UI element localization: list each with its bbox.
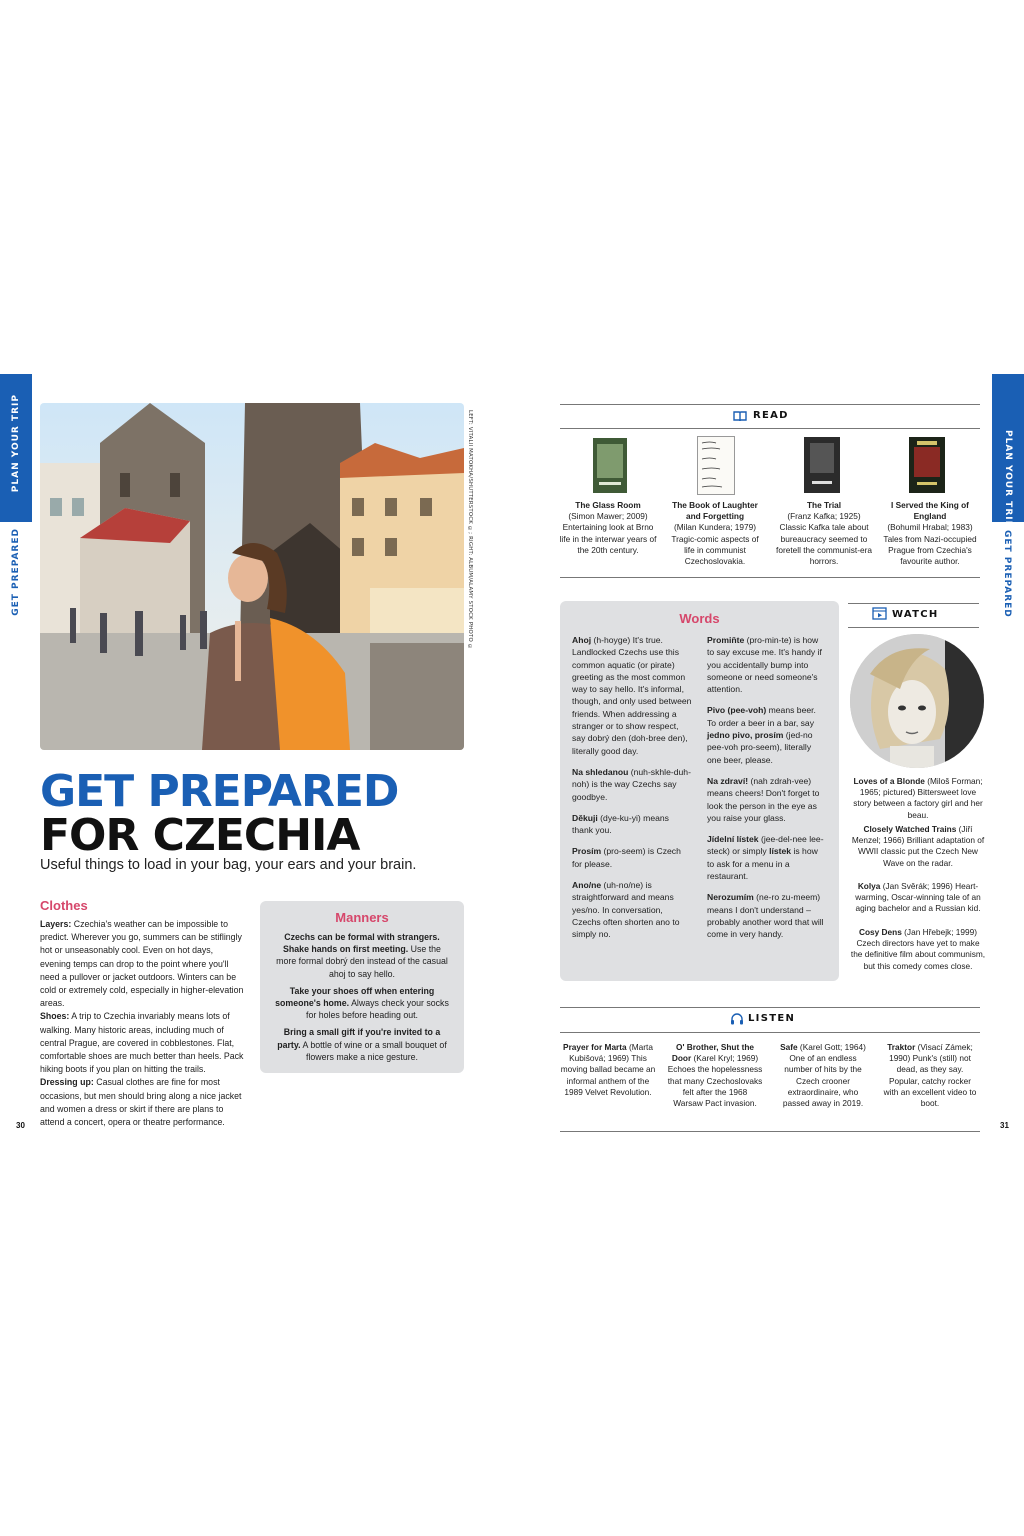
right-chapter-label: GET PREPARED	[1002, 530, 1012, 618]
watch-item: Cosy Dens (Jan Hřebejk; 1999) Czech directors have yet to make the definitive film about communism, but this comedy comes close.	[850, 927, 986, 971]
clothes-item-text: Casual clothes are fine for most occasions, but men should bring along a nice jacket and women a dress or skirt if there are plans to attend a concert, opera or theatre performance.	[40, 1077, 242, 1128]
book-cover	[909, 437, 945, 493]
listen-heading: LISTEN	[748, 1013, 796, 1024]
watch-top-rule	[848, 603, 979, 604]
clothes-heading: Clothes	[40, 898, 88, 913]
manners-item: Take your shoes off when entering someone's home. Always check your socks for holes before heading out.	[275, 985, 449, 1021]
book-cover	[697, 436, 735, 495]
song-item: Safe (Karel Gott; 1964) One of an endless number of hits by the Czech crooner extraordinaire, who passed away in 2019.	[780, 1042, 866, 1109]
book-cover	[804, 437, 840, 493]
page-subtitle: Useful things to load in your bag, your ears and your brain.	[40, 857, 417, 873]
clothes-item-label: Shoes:	[40, 1011, 70, 1022]
film-icon	[872, 607, 887, 620]
page-title-line1: GET PREPARED	[40, 766, 399, 817]
words-box	[560, 601, 839, 981]
clothes-item-label: Layers:	[40, 919, 72, 929]
page-title-line2: FOR CZECHIA	[40, 810, 360, 861]
song-item: O' Brother, Shut the Door (Karel Kryl; 1969) Echoes the hopelessness that many Czechoslovaks felt after the 1968 Warsaw Pact invasion.	[667, 1042, 763, 1109]
watch-item: Closely Watched Trains (Jiří Menzel; 1966) Brilliant adaptation of WWII classic put the Czech New Wave on the radar.	[851, 824, 985, 868]
read-heading-rule	[560, 428, 980, 429]
words-right-column	[707, 634, 827, 950]
photo-credit: LEFT: VITALII MATOKHA/SHUTTERSTOCK ©; RIGHT: ALBUM/ALAMY STOCK PHOTO ©	[467, 410, 473, 651]
phrase-item: Prosím (pro-seem) is Czech for please.	[572, 846, 681, 869]
book-item: The Trial (Franz Kafka; 1925) Classic Kafka tale about bureaucracy seemed to foretell the communist-era horrors.	[776, 500, 872, 567]
read-heading: READ	[753, 410, 789, 421]
book-item: I Served the King of England (Bohumil Hrabal; 1983) Tales from Nazi-occupied Prague from Czechia's favourite author.	[883, 500, 977, 567]
watch-item: Kolya (Jan Svěrák; 1996) Heart-warming, Oscar-winning tale of an aging bachelor and a Russian kid.	[855, 881, 981, 914]
film-still	[850, 634, 984, 768]
clothes-item-text: A trip to Czechia invariably means lots of walking. Many historic areas, including much of central Prague, are covered in cobblestones. Flat, comfortable shoes are much better than heels. Pack hiking boots if you plan on hitting the trails.	[40, 1011, 244, 1075]
manners-item: Czechs can be formal with strangers. Shake hands on first meeting. Use the more formal dobrý den instead of the casual ahoj to say hello.	[276, 932, 448, 979]
song-item: Prayer for Marta (Marta Kubišová; 1969) This moving ballad became an informal anthem of the 1989 Velvet Revolution.	[560, 1042, 656, 1097]
phrase-item: Nerozumím (ne-ro zu-meem) means I don't understand – probably another word that will come in very handy.	[707, 892, 824, 940]
listen-heading-rule	[560, 1032, 980, 1033]
watch-heading-rule	[848, 627, 979, 628]
right-tab-label: PLAN YOUR TRIP	[1003, 430, 1013, 529]
manners-heading: Manners	[335, 910, 389, 925]
words-left-column	[572, 634, 692, 950]
book-cover	[593, 438, 627, 493]
clothes-item-text: Czechia's weather can be impossible to predict. Wherever you go, summers can be stiflingly hot or unseasonably cool. Even on hot days, evening temps can drop to the point where you'll need a pullover or jacket outdoors. Winters can be cold or extremely cold, especially in higher-elevation areas.	[40, 919, 244, 1009]
phrase-item: Promiňte (pro-min-te) is how to say excuse me. It's handy if you accidentally bump into someone or need someone's attention.	[707, 635, 822, 695]
phrase-item: Na shledanou (nuh-skhle-duh-noh) is the way Czechs say goodbye.	[572, 766, 691, 802]
page-number-right: 31	[1000, 1121, 1009, 1130]
listen-top-rule	[560, 1007, 980, 1008]
phrase-item: Jídelní lístek (jee-del-nee lee-steck) or simply lístek is how to ask for a menu in a restaurant.	[707, 834, 824, 882]
read-bottom-rule	[560, 577, 980, 578]
phrase-item: Ahoj (h-hoyge) It's true. Landlocked Czechs use this common aquatic (or pirate) greeting as the most common way to say hello. It's informal, though, and only used between friends. When addressing a stranger or to show respect, say dobrý den (doh-bree den), literally good day.	[572, 635, 692, 756]
words-heading: Words	[679, 611, 720, 626]
clothes-text	[40, 918, 246, 1129]
listen-bottom-rule	[560, 1131, 980, 1132]
phrase-item: Pivo (pee-voh) means beer. To order a beer in a bar, say jedno pivo, prosím (jed-no pee-voh pro-seem), literally one beer, please.	[707, 705, 816, 765]
book-item: The Glass Room (Simon Mawer; 2009) Entertaining look at Brno life in the interwar years of the 20th century.	[559, 500, 657, 555]
read-top-rule	[560, 404, 980, 405]
left-tab-label: PLAN YOUR TRIP	[11, 394, 21, 493]
phrase-item: Děkuji (dye-ku-yi) means thank you.	[572, 812, 669, 836]
hero-photo	[40, 403, 464, 750]
song-item: Traktor (Visací Zámek; 1990) Punk's (still) not dead, as they say. Popular, catchy rocker with an excellent video to boot.	[883, 1042, 977, 1109]
book-icon	[733, 409, 747, 421]
right-section-tab	[992, 374, 1024, 529]
manners-text	[260, 925, 464, 1063]
phrase-item: Na zdraví! (nah zdrah-vee) means cheers! Don't forget to look the person in the eye as you raise your glass.	[707, 775, 820, 823]
book-item: The Book of Laughter and Forgetting (Milan Kundera; 1979) Tragic-comic aspects of life in communist Czechoslovakia.	[671, 500, 759, 567]
watch-item: Loves of a Blonde (Miloš Forman; 1965; pictured) Bittersweet love story between a factory girl and her beau.	[853, 776, 983, 820]
left-chapter-label: GET PREPARED	[11, 528, 21, 616]
headphones-icon	[730, 1012, 744, 1025]
clothes-item-label: Dressing up:	[40, 1077, 94, 1088]
left-section-tab	[0, 374, 32, 522]
watch-heading: WATCH	[892, 609, 939, 620]
page-number-left: 30	[16, 1121, 25, 1130]
phrase-item: Ano/ne (uh-no/ne) is straightforward and means yes/no. In conversation, Czechs often shorten ano to simply no.	[572, 880, 680, 940]
manners-item: Bring a small gift if you're invited to a party. A bottle of wine or a small bouquet of flowers make a nice gesture.	[277, 1027, 447, 1062]
manners-box	[260, 901, 464, 1073]
